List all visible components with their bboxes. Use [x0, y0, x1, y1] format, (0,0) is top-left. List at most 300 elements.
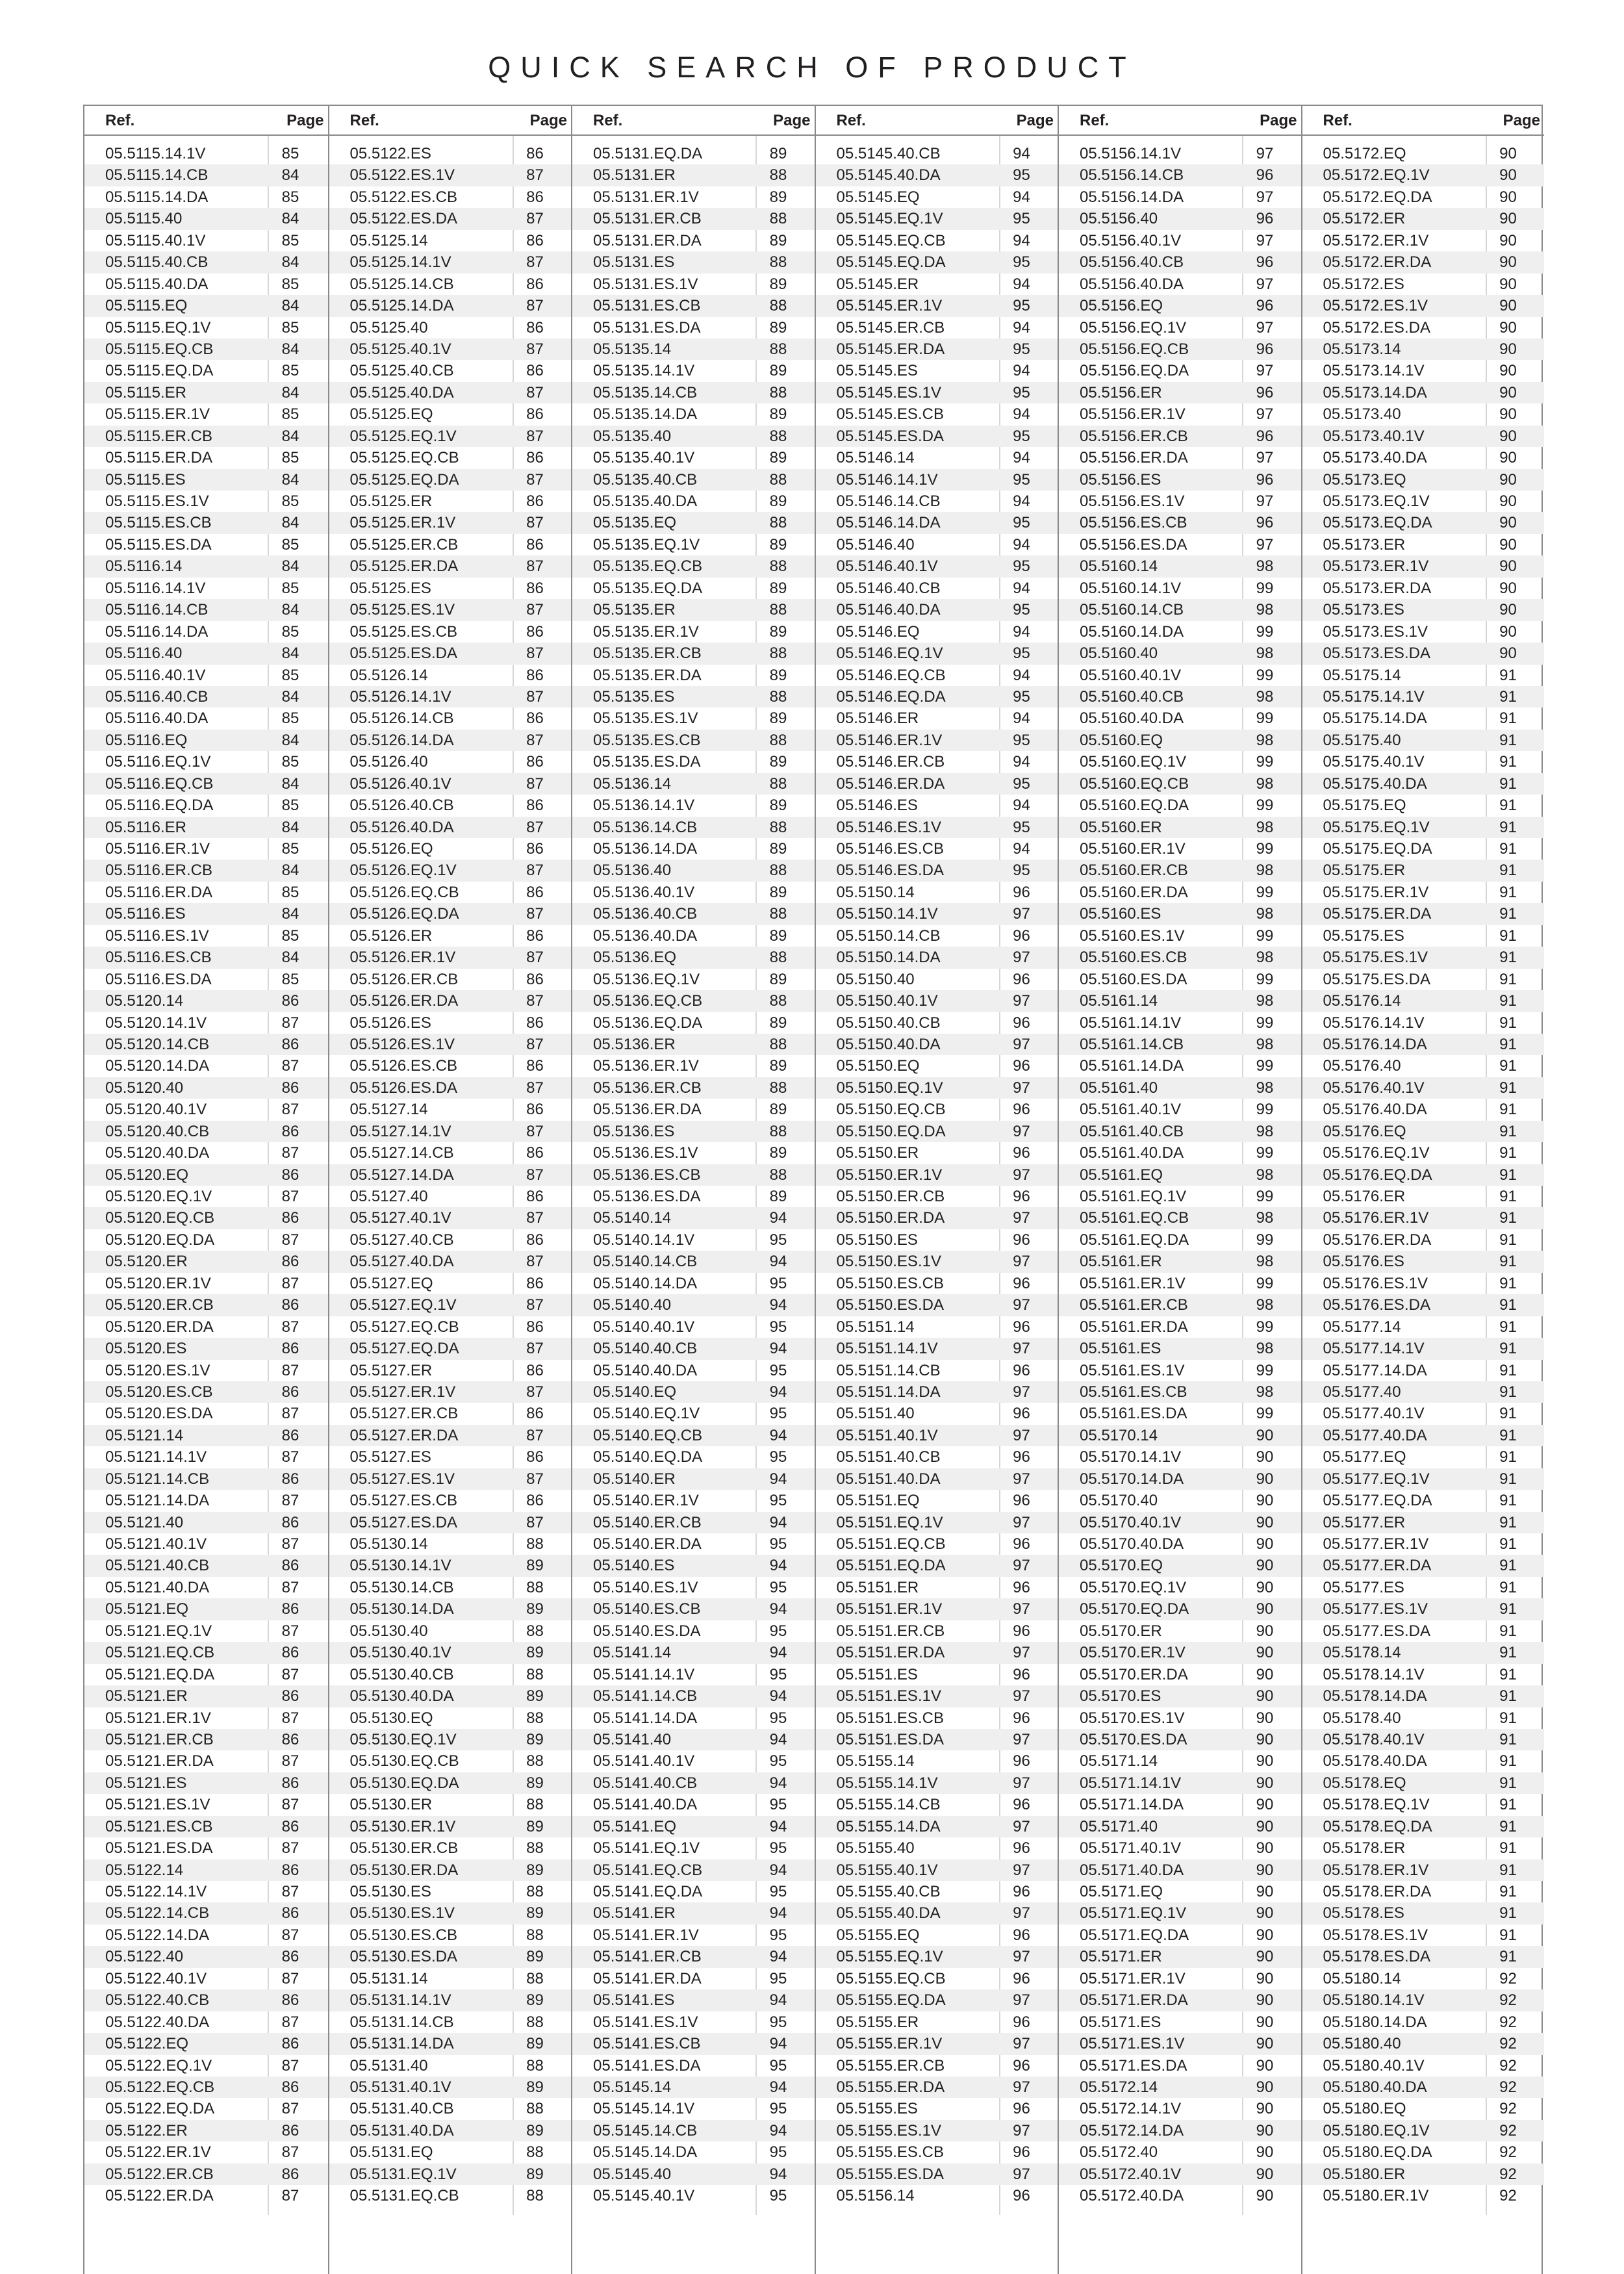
page-number: 98	[1256, 1166, 1274, 1184]
product-ref: 05.5171.ER.DA	[1080, 1991, 1188, 2010]
page-number: 88	[769, 645, 787, 663]
page-number: 95	[769, 1274, 787, 1292]
product-ref: 05.5177.ER.1V	[1323, 1535, 1429, 1553]
index-row	[1059, 1837, 1301, 1859]
page-number: 96	[1013, 1752, 1030, 1770]
page-number: 89	[526, 2165, 544, 2183]
product-ref: 05.5130.40.DA	[349, 1687, 454, 1706]
index-row	[572, 360, 815, 381]
product-ref: 05.5172.ES.1V	[1323, 297, 1428, 315]
product-ref: 05.5171.ES.DA	[1080, 2056, 1187, 2075]
product-ref: 05.5120.40.DA	[105, 1144, 210, 1162]
page-number: 87	[281, 1665, 299, 1683]
product-ref: 05.5120.EQ	[105, 1166, 189, 1184]
page-number: 91	[1499, 1817, 1517, 1835]
index-row	[1059, 795, 1301, 816]
page-number: 87	[526, 1253, 544, 1271]
product-ref: 05.5127.40.1V	[349, 1209, 451, 1227]
product-ref: 05.5171.ES	[1080, 2013, 1161, 2031]
index-row	[572, 599, 815, 620]
page-number: 91	[1499, 1644, 1517, 1662]
page-number: 89	[769, 970, 787, 988]
product-ref: 05.5161.ES.1V	[1080, 1361, 1185, 1379]
index-row	[572, 817, 815, 838]
page-number: 91	[1499, 883, 1517, 901]
index-row	[1302, 1794, 1545, 1815]
product-ref: 05.5141.ES	[593, 1991, 675, 2010]
product-ref: 05.5121.14.1V	[105, 1448, 207, 1466]
page-number: 86	[281, 1340, 299, 1358]
product-ref: 05.5161.40.CB	[1080, 1122, 1184, 1140]
product-ref: 05.5177.40.1V	[1323, 1405, 1425, 1423]
product-ref: 05.5116.14	[105, 557, 183, 576]
index-row	[84, 817, 328, 838]
index-row	[1302, 2076, 1545, 2098]
product-ref: 05.5178.40.1V	[1323, 1730, 1425, 1748]
index-row	[329, 1707, 572, 1729]
page-number: 86	[526, 405, 544, 424]
index-row	[572, 1425, 815, 1446]
index-row	[1302, 382, 1545, 403]
index-row	[84, 990, 328, 1012]
product-ref: 05.5136.14	[593, 774, 672, 793]
page-number: 88	[769, 253, 787, 272]
page-number: 97	[1013, 1470, 1030, 1488]
product-ref: 05.5171.14	[1080, 1752, 1158, 1770]
page-number: 87	[281, 1578, 299, 1596]
page-number: 88	[769, 992, 787, 1010]
page-number: 92	[1499, 2056, 1517, 2075]
index-row	[1302, 578, 1545, 599]
product-ref: 05.5145.ER	[836, 275, 919, 293]
product-ref: 05.5141.40	[593, 1730, 672, 1748]
index-row	[1059, 2120, 1301, 2141]
page-number: 86	[526, 926, 544, 945]
index-row	[84, 1598, 328, 1620]
product-ref: 05.5173.ES.1V	[1323, 622, 1428, 641]
page-number: 96	[1256, 166, 1274, 185]
index-row	[816, 1055, 1058, 1077]
product-ref: 05.5150.14.1V	[836, 905, 938, 923]
index-row	[816, 2185, 1058, 2206]
index-row	[329, 1664, 572, 1685]
page-number: 97	[1013, 2035, 1030, 2053]
page-title: QUICK SEARCH OF PRODUCT	[488, 51, 1136, 84]
page-number: 86	[281, 1861, 299, 1879]
index-row	[84, 2098, 328, 2119]
product-ref: 05.5161.14.DA	[1080, 1057, 1184, 1075]
product-ref: 05.5141.EQ	[593, 1817, 677, 1835]
product-ref: 05.5131.EQ.1V	[349, 2165, 457, 2183]
index-row	[1302, 643, 1545, 664]
product-ref: 05.5131.EQ.CB	[349, 2187, 459, 2205]
index-row	[84, 274, 328, 295]
index-row	[84, 1533, 328, 1555]
product-ref: 05.5122.ER.DA	[105, 2187, 214, 2205]
index-row	[572, 1012, 815, 1034]
product-ref: 05.5156.14.DA	[1080, 188, 1184, 206]
page-number: 86	[281, 1035, 299, 1053]
column-header	[84, 106, 328, 136]
index-row	[1059, 186, 1301, 208]
product-ref: 05.5135.14	[593, 340, 672, 358]
product-ref: 05.5122.14.DA	[105, 1926, 210, 1944]
page-number: 94	[769, 1774, 787, 1792]
page-header: Page	[1016, 112, 1054, 129]
page-number: 98	[1256, 1340, 1274, 1358]
page-number: 95	[769, 2056, 787, 2075]
page-number: 98	[1256, 1253, 1274, 1271]
product-ref: 05.5150.EQ.CB	[836, 1101, 946, 1119]
product-ref: 05.5156.14.CB	[1080, 166, 1184, 185]
index-row	[1059, 969, 1301, 990]
index-row	[1302, 230, 1545, 251]
product-ref: 05.5150.40	[836, 970, 915, 988]
product-ref: 05.5172.ES	[1323, 275, 1404, 293]
index-row	[329, 990, 572, 1012]
index-row	[329, 1598, 572, 1620]
page-number: 88	[769, 1166, 787, 1184]
page-number: 89	[769, 622, 787, 641]
page-number: 86	[526, 883, 544, 901]
page-number: 97	[1013, 1600, 1030, 1618]
page-number: 95	[1013, 818, 1030, 836]
index-row	[1302, 360, 1545, 381]
page-number: 86	[526, 492, 544, 510]
product-ref: 05.5126.EQ.1V	[349, 862, 457, 880]
index-row	[329, 969, 572, 990]
index-row	[1059, 1620, 1301, 1642]
page-number: 94	[1013, 709, 1030, 728]
page-number: 99	[1256, 1144, 1274, 1162]
page-number: 87	[526, 645, 544, 663]
page-number: 90	[1256, 1883, 1274, 1900]
product-ref: 05.5176.40.1V	[1323, 1079, 1425, 1097]
product-ref: 05.5126.EQ	[349, 840, 433, 858]
product-ref: 05.5115.14.CB	[105, 166, 209, 185]
index-row	[1059, 1142, 1301, 1164]
page-number: 84	[281, 557, 299, 576]
index-row	[572, 947, 815, 968]
index-row	[1302, 599, 1545, 620]
product-ref: 05.5176.40	[1323, 1057, 1401, 1075]
product-ref: 05.5115.14.1V	[105, 145, 206, 162]
product-ref: 05.5175.ER	[1323, 862, 1406, 880]
index-row	[1302, 295, 1545, 316]
index-row	[1059, 947, 1301, 968]
index-row	[816, 317, 1058, 339]
product-ref: 05.5130.ES.DA	[349, 1948, 457, 1966]
page-number: 90	[1256, 1687, 1274, 1706]
product-ref: 05.5141.ER	[593, 1904, 676, 1923]
index-row	[572, 1403, 815, 1424]
index-row	[84, 447, 328, 468]
page-number: 91	[1499, 1622, 1517, 1640]
product-ref: 05.5151.14.1V	[836, 1340, 938, 1358]
index-row	[1059, 2076, 1301, 2098]
product-ref: 05.5130.14.1V	[349, 1557, 451, 1575]
index-row	[816, 2120, 1058, 2141]
page-number: 97	[1256, 231, 1274, 249]
product-ref: 05.5180.40.1V	[1323, 2056, 1425, 2075]
page-number: 98	[1256, 992, 1274, 1010]
product-ref: 05.5121.ER	[105, 1687, 188, 1706]
product-ref: 05.5155.ER.1V	[836, 2035, 943, 2053]
page-number: 87	[526, 1079, 544, 1097]
page-number: 91	[1499, 1166, 1517, 1184]
index-row	[329, 1794, 572, 1815]
product-ref: 05.5155.40.DA	[836, 1904, 941, 1923]
index-row	[1302, 1251, 1545, 1272]
index-row	[1302, 1837, 1545, 1859]
index-row	[1059, 2185, 1301, 2206]
page-number: 90	[1499, 622, 1517, 641]
page-number: 94	[769, 1817, 787, 1835]
product-ref: 05.5150.ES.1V	[836, 1253, 941, 1271]
row-list	[1302, 143, 1545, 2207]
page-number: 95	[769, 2100, 787, 2118]
product-ref: 05.5161.ER.CB	[1080, 1296, 1188, 1314]
page-number: 85	[281, 535, 299, 554]
product-ref: 05.5156.40	[1080, 210, 1158, 228]
page-number: 89	[526, 1774, 544, 1792]
page-number: 95	[769, 2187, 787, 2205]
page-number: 97	[1013, 1948, 1030, 1966]
product-ref: 05.5125.40	[349, 318, 428, 337]
product-ref: 05.5127.14.DA	[349, 1166, 454, 1184]
product-ref: 05.5120.EQ.CB	[105, 1209, 215, 1227]
index-row	[816, 665, 1058, 686]
page-number: 90	[1499, 449, 1517, 467]
page-number: 87	[526, 1426, 544, 1444]
page-number: 86	[526, 622, 544, 641]
index-row	[1059, 1750, 1301, 1772]
page-number: 95	[1013, 383, 1030, 402]
index-row	[84, 1446, 328, 1468]
page-number: 95	[769, 1883, 787, 1900]
page-number: 86	[281, 1991, 299, 2010]
page-number: 88	[526, 1796, 544, 1814]
index-row	[1302, 186, 1545, 208]
page-number: 96	[1013, 1057, 1030, 1075]
index-row	[1302, 990, 1545, 1012]
product-ref: 05.5130.40.1V	[349, 1644, 451, 1662]
product-ref: 05.5161.EQ.1V	[1080, 1188, 1187, 1205]
index-row	[816, 578, 1058, 599]
index-row	[1059, 2055, 1301, 2076]
index-row	[84, 1207, 328, 1229]
index-row	[329, 1555, 572, 1576]
page-number: 96	[1013, 1188, 1030, 1205]
index-row	[572, 339, 815, 360]
index-row	[816, 621, 1058, 643]
page-number: 87	[526, 1209, 544, 1227]
product-ref: 05.5176.ER.1V	[1323, 1209, 1429, 1227]
page-number: 95	[1013, 601, 1030, 619]
product-ref: 05.5135.40.CB	[593, 470, 698, 489]
product-ref: 05.5121.40.1V	[105, 1535, 207, 1553]
product-ref: 05.5120.ES.CB	[105, 1383, 213, 1401]
page-number: 89	[526, 1557, 544, 1575]
product-ref: 05.5171.40.DA	[1080, 1861, 1184, 1879]
index-row	[329, 838, 572, 860]
product-ref: 05.5140.14.1V	[593, 1231, 695, 1249]
index-row	[84, 773, 328, 795]
product-ref: 05.5150.14.DA	[836, 949, 941, 967]
index-row	[1059, 1968, 1301, 1989]
product-ref: 05.5120.EQ.DA	[105, 1231, 215, 1249]
product-ref: 05.5146.EQ.DA	[836, 687, 946, 706]
page-number: 91	[1499, 862, 1517, 880]
product-ref: 05.5161.14.CB	[1080, 1035, 1184, 1053]
index-row	[84, 1034, 328, 1055]
index-row	[572, 1772, 815, 1794]
product-ref: 05.5116.ER.1V	[105, 840, 210, 858]
page-number: 97	[1013, 1991, 1030, 2010]
page-number: 87	[526, 818, 544, 836]
page-number: 85	[281, 449, 299, 467]
page-number: 97	[1013, 1296, 1030, 1314]
product-ref: 05.5120.40	[105, 1079, 184, 1097]
page-number: 87	[526, 1035, 544, 1053]
index-row	[1302, 1577, 1545, 1598]
index-row	[572, 1707, 815, 1729]
index-row	[84, 1924, 328, 1946]
column-header	[1302, 106, 1545, 136]
index-row	[329, 317, 572, 339]
index-row	[1059, 1729, 1301, 1750]
index-row	[84, 1620, 328, 1642]
product-ref: 05.5125.14	[349, 231, 428, 249]
page-number: 91	[1499, 1730, 1517, 1748]
product-ref: 05.5125.EQ.1V	[349, 427, 457, 445]
page-number: 94	[769, 1383, 787, 1401]
index-row	[572, 1555, 815, 1576]
page-header: Page	[286, 112, 324, 129]
product-ref: 05.5151.ES.CB	[836, 1709, 944, 1727]
product-ref: 05.5161.ES.DA	[1080, 1405, 1187, 1423]
index-row	[1059, 860, 1301, 881]
page-number: 97	[1256, 275, 1274, 293]
product-ref: 05.5131.ES.CB	[593, 297, 701, 315]
product-ref: 05.5122.40.CB	[105, 1991, 210, 2010]
index-row	[329, 2098, 572, 2119]
index-row	[1302, 1685, 1545, 1707]
index-row	[816, 1316, 1058, 1338]
index-row	[84, 1512, 328, 1533]
product-ref: 05.5173.EQ	[1323, 470, 1406, 489]
product-ref: 05.5177.EQ	[1323, 1448, 1406, 1466]
product-ref: 05.5116.40	[105, 645, 183, 663]
index-row	[329, 1142, 572, 1164]
product-ref: 05.5160.40	[1080, 645, 1158, 663]
page-number: 88	[526, 1665, 544, 1683]
page-number: 95	[769, 1492, 787, 1510]
page-number: 89	[769, 1057, 787, 1075]
index-row	[1302, 1142, 1545, 1164]
page-number: 88	[769, 905, 787, 923]
product-ref: 05.5156.14	[836, 2187, 915, 2205]
index-row	[1059, 817, 1301, 838]
index-row	[329, 556, 572, 577]
index-row	[84, 512, 328, 533]
page-number: 88	[769, 818, 787, 836]
row-list	[329, 143, 572, 2207]
page-number: 90	[1499, 405, 1517, 424]
page-number: 96	[1013, 1101, 1030, 1119]
index-row	[572, 1121, 815, 1142]
index-row	[572, 773, 815, 795]
index-row	[84, 230, 328, 251]
index-row	[1302, 860, 1545, 881]
product-ref: 05.5126.14.CB	[349, 709, 454, 728]
page-number: 99	[1256, 1101, 1274, 1119]
product-ref: 05.5151.40	[836, 1405, 915, 1423]
page-number: 96	[1013, 1274, 1030, 1292]
product-ref: 05.5150.ER	[836, 1144, 919, 1162]
product-ref: 05.5126.EQ.CB	[349, 883, 459, 901]
product-ref: 05.5156.40.CB	[1080, 253, 1184, 272]
product-ref: 05.5171.ER	[1080, 1948, 1162, 1966]
index-row	[329, 1620, 572, 1642]
product-ref: 05.5116.40.DA	[105, 709, 209, 728]
index-row	[1302, 426, 1545, 447]
page-number: 94	[769, 1730, 787, 1748]
page-number: 89	[526, 1730, 544, 1748]
index-row	[1302, 1381, 1545, 1403]
product-ref: 05.5120.40.CB	[105, 1122, 210, 1140]
page-number: 94	[769, 1948, 787, 1966]
page-number: 97	[1256, 318, 1274, 337]
index-row	[1302, 1707, 1545, 1729]
index-row	[1059, 339, 1301, 360]
product-ref: 05.5160.14.CB	[1080, 601, 1184, 619]
product-ref: 05.5172.40	[1080, 2143, 1158, 2162]
index-row	[1302, 925, 1545, 947]
product-ref: 05.5155.40	[836, 1839, 915, 1858]
product-ref: 05.5155.40.1V	[836, 1861, 938, 1879]
product-ref: 05.5141.14.CB	[593, 1687, 698, 1706]
product-ref: 05.5136.ER.DA	[593, 1101, 702, 1119]
index-row	[1302, 2012, 1545, 2033]
index-row	[816, 403, 1058, 425]
index-row	[572, 251, 815, 273]
page-number: 99	[1256, 622, 1274, 641]
page-number: 88	[526, 2143, 544, 2162]
index-row	[329, 1251, 572, 1272]
product-ref: 05.5178.ES.DA	[1323, 1948, 1430, 1966]
product-ref: 05.5156.ER.CB	[1080, 427, 1188, 445]
index-row	[1302, 2120, 1545, 2141]
index-row	[816, 1772, 1058, 1794]
page-number: 96	[1013, 926, 1030, 945]
index-row	[1059, 882, 1301, 903]
product-ref: 05.5173.14.1V	[1323, 362, 1425, 380]
page-number: 91	[1499, 1188, 1517, 1205]
product-ref: 05.5116.ES	[105, 905, 186, 923]
product-ref: 05.5131.14.1V	[349, 1991, 451, 2010]
page-number: 89	[769, 1101, 787, 1119]
page-number: 87	[281, 2056, 299, 2075]
product-ref: 05.5126.ES	[349, 1014, 431, 1032]
row-list	[572, 143, 815, 2207]
page-number: 91	[1499, 1752, 1517, 1770]
index-row	[329, 447, 572, 468]
product-ref: 05.5156.EQ	[1080, 297, 1163, 315]
page-number: 91	[1499, 666, 1517, 684]
index-row	[572, 556, 815, 577]
page-number: 94	[769, 1861, 787, 1879]
